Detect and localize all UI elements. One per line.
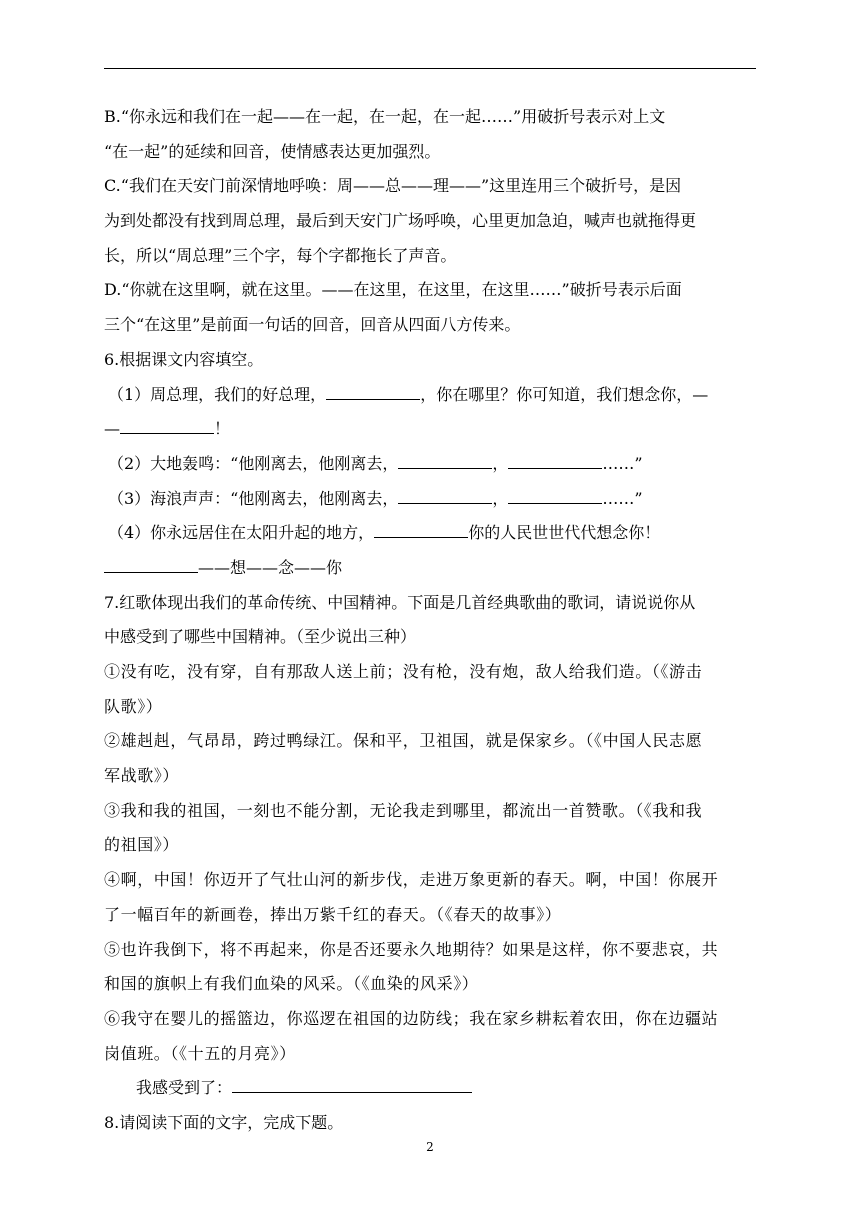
option-d-line-2: 三个“在这里”是前面一句话的回音，回音从四面八方传来。 (104, 315, 521, 335)
item-3-text-c: ……” (602, 488, 643, 508)
song-4-line-2: 了一幅百年的新画卷，捧出万紫千红的春天。（《春天的故事》） (104, 904, 562, 924)
question-6-item-2 (104, 447, 756, 482)
question-6-item-1 (104, 378, 756, 413)
answer-blank[interactable] (374, 519, 468, 538)
song-1-line-2: 队歌》） (104, 696, 163, 716)
answer-blank[interactable] (120, 415, 214, 434)
header-rule (104, 68, 756, 69)
question-7-answer-line (104, 1071, 756, 1106)
question-6-item-4-cont (104, 551, 756, 586)
song-2-line-2: 军战歌》） (104, 766, 180, 786)
option-b-line-2: “在一起”的延续和回音，使情感表达更加强烈。 (104, 141, 441, 161)
song-4-line-1: ④啊，中国！你迈开了气壮山河的新步伐，走进万象更新的春天。啊，中国！你展开 (104, 870, 719, 890)
answer-blank[interactable] (398, 485, 492, 504)
song-5-line-2: 和国的旗帜上有我们血染的风采。（《血染的风采》） (104, 974, 479, 994)
item-3-text-b: ， (492, 488, 509, 508)
page-number: 2 (426, 1140, 434, 1154)
answer-blank[interactable] (508, 450, 602, 469)
question-7-line-2: 中感受到了哪些中国精神。（至少说出三种） (104, 627, 417, 647)
answer-prompt: 我感受到了： (136, 1078, 233, 1098)
document-body (104, 100, 756, 1141)
item-1-text-a: （1）周总理，我们的好总理， (108, 384, 327, 404)
question-6-heading: 6.根据课文内容填空。 (104, 349, 264, 369)
song-1-line-1: ①没有吃，没有穿，自有那敌人送上前；没有枪，没有炮，敌人给我们造。（《游击 (104, 662, 703, 681)
question-6-item-4 (104, 516, 756, 551)
answer-blank[interactable] (398, 450, 492, 469)
item-2-text-a: （2）大地轰鸣：“他刚离去，他刚离去， (108, 453, 399, 473)
song-3-line-2: 的祖国》） (104, 835, 180, 855)
item-2-text-b: ， (492, 453, 509, 473)
item-1-text-b: ，你在哪里？你可知道，我们想念你，— (420, 384, 709, 404)
item-2-text-c: ……” (602, 453, 643, 473)
item-1-text-c: — (104, 419, 120, 439)
song-6-line-2: 岗值班。（《十五的月亮》） (104, 1043, 296, 1063)
answer-blank[interactable] (326, 381, 420, 400)
question-6-item-3 (104, 482, 756, 517)
answer-blank[interactable] (104, 554, 198, 573)
answer-blank[interactable] (508, 485, 602, 504)
question-7-line-1: 7.红歌体现出我们的革命传统、中国精神。下面是几首经典歌曲的歌词，请说说你从 (104, 592, 696, 612)
song-6-line-1: ⑥我守在婴儿的摇篮边，你巡逻在祖国的边防线；我在家乡耕耘着农田，你在边疆站 (104, 1008, 719, 1028)
song-5-line-1: ⑤也许我倒下，将不再起来，你是否还要永久地期待？如果是这样，你不要悲哀，共 (104, 939, 719, 959)
option-c-line-1: C.“我们在天安门前深情地呼唤：周——总——理——”这里连用三个破折号，是因 (104, 176, 682, 196)
item-4-text-b: 你的人民世世代代想念你！ (468, 523, 661, 543)
question-6-item-1-cont (104, 412, 756, 447)
option-c-line-2: 为到处都没有找到周总理，最后到天安门广场呼唤，心里更加急迫，喊声也就拖得更 (104, 211, 697, 231)
item-4-text-a: （4）你永远居住在太阳升起的地方， (108, 523, 375, 543)
option-d-line-1: D.“你就在这里啊，就在这里。——在这里，在这里，在这里……”破折号表示后面 (104, 280, 682, 300)
option-c-line-3: 长，所以“周总理”三个字，每个字都拖长了声音。 (104, 245, 457, 265)
answer-blank[interactable] (232, 1074, 472, 1093)
option-b-line-1: B.“你永远和我们在一起——在一起，在一起，在一起……”用破折号表示对上文 (104, 107, 666, 126)
song-2-line-1: ②雄赳赳，气昂昂，跨过鸭绿江。保和平，卫祖国，就是保家乡。（《中国人民志愿 (104, 731, 703, 751)
item-4-text-c: ——想——念——你 (198, 557, 343, 577)
item-3-text-a: （3）海浪声声：“他刚离去，他刚离去， (108, 488, 399, 508)
item-1-text-d: ！ (214, 419, 231, 439)
question-8-heading: 8.请阅读下面的文字，完成下题。 (104, 1112, 344, 1132)
song-3-line-1: ③我和我的祖国，一刻也不能分割，无论我走到哪里，都流出一首赞歌。（《我和我 (104, 800, 703, 820)
